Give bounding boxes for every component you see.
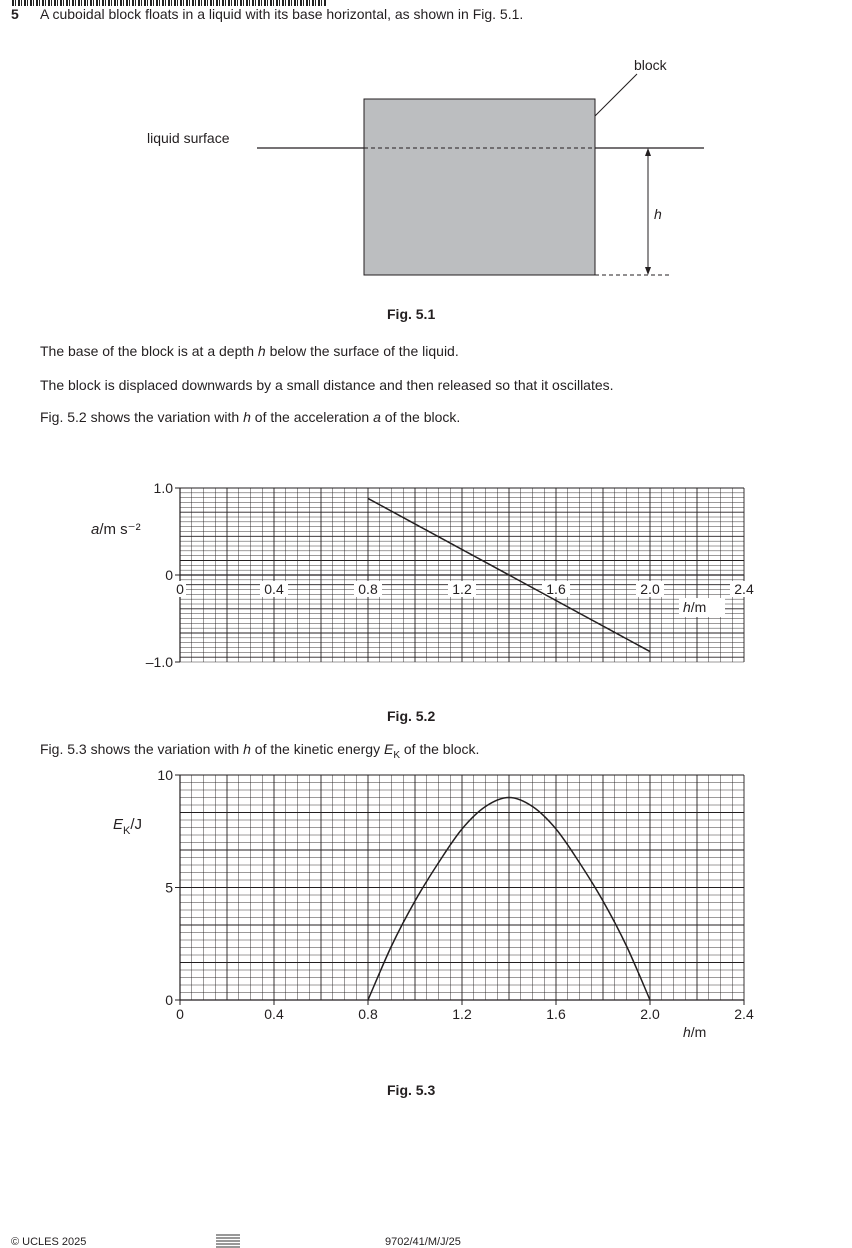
y-axis-label-unit: /m s⁻² — [99, 521, 141, 538]
p1-pre: The base of the block is at a depth — [40, 343, 258, 359]
y-axis-label-sub: K — [123, 825, 131, 837]
p4-sub: K — [393, 749, 400, 761]
footer-code: 9702/41/M/J/25 — [385, 1236, 461, 1248]
x-axis-label — [683, 1024, 706, 1040]
fig-5-3-caption: Fig. 5.3 — [387, 1082, 436, 1098]
x-tick-label: 1.6 — [546, 1006, 566, 1022]
y-tick-label: 0 — [165, 992, 173, 1008]
y-tick-label: 5 — [165, 879, 173, 896]
y-tick-label: 0 — [165, 567, 173, 583]
x-tick-label: 0.8 — [358, 1006, 378, 1022]
x-tick-label: 2.0 — [640, 1006, 660, 1022]
x-tick-label: 0 — [176, 581, 184, 597]
x-tick-label: 1.2 — [452, 581, 472, 597]
x-tick-label: 1.6 — [546, 581, 566, 597]
y-tick-label: 1.0 — [153, 480, 173, 496]
p4-pre: Fig. 5.3 shows the variation with — [40, 741, 244, 757]
liquid-surface-label: liquid surface — [147, 130, 230, 146]
h-label: h — [654, 206, 662, 222]
x-tick-label: 2.0 — [640, 581, 660, 597]
p4-var2: E — [383, 741, 394, 757]
x-tick-label: 1.2 — [452, 1006, 472, 1022]
footer-qr-code — [216, 1234, 240, 1248]
y-axis-label-var: E — [113, 816, 124, 833]
y-axis-label-var: a — [91, 521, 100, 538]
paragraph-oscillates: The block is displaced downwards by a small distance and then released so that it oscillates. — [40, 377, 614, 393]
x-tick-label: 0.8 — [358, 581, 378, 597]
question-number: 5 — [11, 6, 19, 22]
p3-pre: Fig. 5.2 shows the variation with — [40, 409, 244, 425]
x-axis-label-unit: /m — [690, 599, 707, 615]
y-tick-label: –1.0 — [145, 654, 173, 670]
x-tick-label: 0 — [176, 1006, 184, 1022]
p3-post: of the block. — [380, 409, 461, 425]
p1-post: below the surface of the liquid. — [265, 343, 459, 359]
footer-copyright: © UCLES 2025 — [11, 1236, 87, 1248]
p3-mid: of the acceleration — [250, 409, 374, 425]
p4-var1: h — [243, 741, 251, 757]
x-tick-label: 0.4 — [264, 581, 284, 597]
p1-var: h — [257, 343, 266, 359]
p4-mid: of the kinetic energy — [250, 741, 384, 757]
x-axis-label-var: h — [683, 1024, 691, 1040]
fig-5-1-caption: Fig. 5.1 — [387, 306, 436, 322]
x-axis-label-unit: /m — [690, 1024, 707, 1040]
p4-post: of the block. — [400, 741, 480, 757]
y-axis-label — [113, 816, 142, 837]
block-label: block — [634, 57, 667, 73]
y-axis-label-unit: /J — [130, 816, 143, 833]
x-tick-label: 2.4 — [734, 1006, 754, 1022]
question-intro: A cuboidal block floats in a liquid with its base horizontal, as shown in Fig. 5.1. — [40, 6, 524, 22]
p3-var1: h — [243, 409, 251, 425]
x-tick-label: 0.4 — [264, 1006, 284, 1022]
grid — [180, 775, 744, 1000]
fig-5-2-caption: Fig. 5.2 — [387, 708, 436, 724]
x-axis-label-var: h — [683, 599, 691, 615]
x-tick-label: 2.4 — [734, 581, 754, 597]
p3-var2: a — [373, 409, 381, 425]
y-tick-label: 10 — [157, 767, 173, 783]
